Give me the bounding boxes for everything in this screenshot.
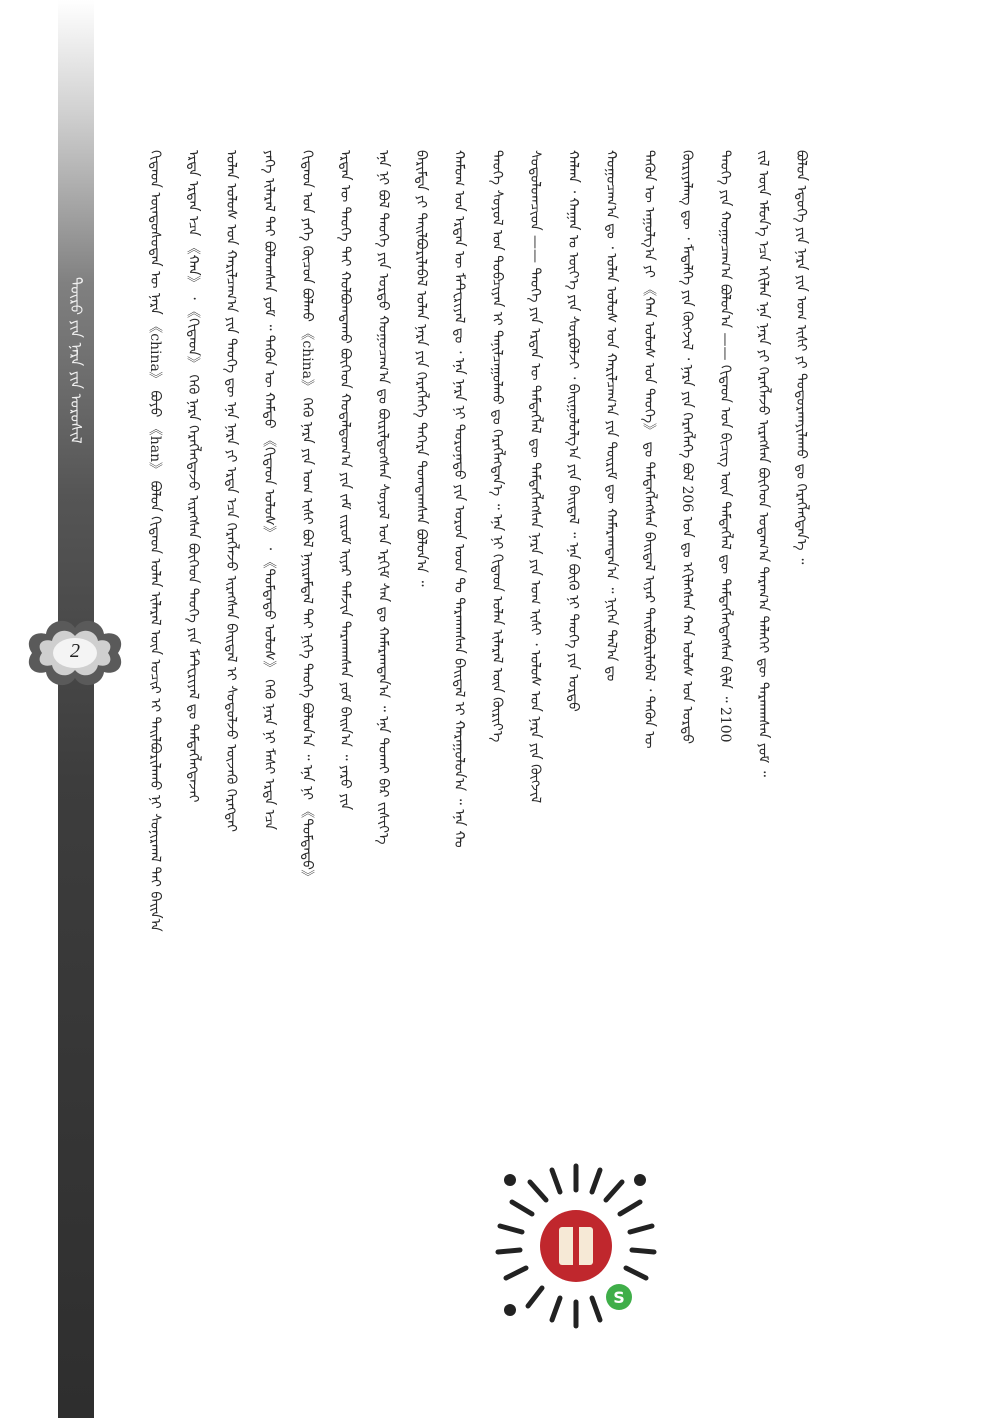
text-column: ᠲᠡᠭᠦᠨ ᠦ ᠠᠭᠤᠯᠭ᠎ᠠ ᠶᠢ 《ᠬᠠᠨ ᠤᠯᠤᠰ ᠤᠨ ᠲᠡᠦᠬᠡ》 ᠳᠤ ᠲᠡᠮᠳᠡᠭᠯᠡᠭᠰᠡᠨ ᠪᠠᠢᠳᠠᠯ ᠢᠶᠠᠷ ᠲᠠᠢᠯᠪᠤᠷᠢᠯᠠᠪᠠᠯ ᠂ ᠲᠡᠭᠦᠨ ᠦ <box>641 150 657 749</box>
text-column: ᠬᠢᠲᠠᠳ ᠤᠨ ᠶᠡᠬᠡ ᠬᠦᠴᠦᠨ ᠪᠣᠯᠬᠤ 《china》 ᠭᠡᠬᠦ ᠨᠡᠷᠡ ᠶᠢᠨ ᠤᠭ ᠢᠰᠢ ᠪᠣᠯ ᠨᠠᠶᠢᠷᠠᠮᠳᠠᠯ ᠲᠠᠢ ᠨᠢᠭᠡ ᠲᠡᠦᠬᠡ ᠪᠣᠯᠤᠨ᠎ᠠ ᠃ ᠡᠨᠡ ᠨᠢ 《ᠳᠤᠮᠳᠠᠳᠤ》 <box>299 150 315 884</box>
text-column: ᠬᠠᠯᠬᠠ ᠂ ᠬᠠᠭᠠᠨ ᠤ ᠦᠶ᠎ᠡ ᠶᠢᠨ ᠰᠤᠷᠪᠤᠯᠵᠢ ᠂ ᠪᠠᠢᠭᠤᠯᠤᠯᠭ᠎ᠠ ᠶᠢᠨ ᠪᠠᠢᠳᠠᠯ ᠃ ᠡᠨᠡ ᠪᠦᠬᠦ ᠨᠢ ᠲᠡᠦᠬᠡ ᠶᠢᠨ ᠤᠷᠲᠤ <box>565 150 581 712</box>
text-column: ᠡᠷᠲᠡᠨ ᠦ ᠲᠡᠦᠬᠡ ᠲᠡᠢ ᠬᠣᠯᠪᠣᠭᠳᠠᠬᠤ ᠪᠥᠭᠡᠳ ᠬᠤᠳᠠᠯᠳᠤᠭ᠎ᠠ ᠶᠢᠨ ᠵᠠᠮ ᠵᠢᠷᠤᠮ ᠢᠶᠠᠷ ᠳᠠᠮᠵᠢᠨ ᠲᠠᠷᠬᠠᠭᠰᠠᠨ ᠶᠤᠮ ᠪᠠᠢᠨ᠎ᠠ ᠃ ᠶᠡᠷᠦ ᠶᠢᠨ <box>337 150 353 811</box>
text-column: ᠬᠤᠭᠤᠴᠠᠭ᠎ᠠ ᠳᠤ ᠂ ᠣᠯᠠᠨ ᠤᠯᠤᠰ ᠤᠨ ᠬᠠᠷᠢᠯᠴᠠᠭ᠎ᠠ ᠶᠢᠨ ᠳᠦᠷᠢᠮ ᠳᠦ ᠬᠠᠮᠠᠷᠠᠭᠳᠠᠨ᠎ᠠ ᠃ ᠨᠢᠭᠡᠨ ᠲᠠᠯ᠎ᠠ ᠳᠤ <box>603 150 619 682</box>
text-column: ᠶᠡᠬᠡ ᠢᠯᠡᠷᠡᠯ ᠲᠡᠢ ᠪᠣᠯᠤᠭᠰᠠᠨ ᠶᠤᠮ ᠃ ᠲᠡᠭᠦᠨ ᠦ ᠬᠠᠮᠲᠤ 《ᠬᠢᠲᠠᠳ ᠤᠯᠤᠰ》 ᠂ 《ᠳᠤᠮᠳᠠᠳᠤ ᠤᠯᠤᠰ》 ᠭᠡᠬᠦ ᠨᠡᠷᠡ ᠨᠢ ᠮᠠᠰᠢ ᠡᠷᠲᠡ ᠡᠴᠡ <box>261 150 277 830</box>
page-number-badge <box>20 612 130 694</box>
text-column: ᠬᠠᠮᠤᠭ ᠤᠨ ᠡᠷᠲᠡᠨ ᠦ ᠮᠠᠲᠧᠷᠢᠶᠠᠯ ᠳᠤ ᠂ ᠡᠨᠡ ᠨᠡᠷᠡ ᠨᠢ ᠳᠣᠷᠤᠨᠠᠳᠤ ᠶᠢᠨ ᠣᠷᠣᠨ ᠤᠳ ᠲᠤ ᠲᠠᠷᠬᠠᠭᠰᠠᠨ ᠪᠠᠢᠳᠠᠯ ᠢ ᠬᠠᠷᠠᠭᠤᠯᠤᠨ᠎ᠠ ᠃ ᠡᠨᠡ ᠬᠤ <box>451 150 467 848</box>
text-column: ᠰᠤᠳᠤᠯᠤᠭᠴᠢᠳ —— ᠲᠡᠦᠬᠡ ᠶᠢᠨ ᠡᠷᠲᠡᠨ ᠦ ᠲᠡᠮᠳᠡᠭᠯᠡᠯ ᠳᠦ ᠲᠡᠮᠳᠡᠭᠯᠡᠭᠰᠡᠨ ᠨᠡᠷᠡ ᠶᠢᠨ ᠤᠭ ᠢᠰᠢ ᠂ ᠤᠯᠤᠰ ᠤᠨ ᠨᠡᠷᠡ ᠶᠢᠨ ᠬᠥᠭᠵᠢᠯ <box>527 150 543 804</box>
text-column: ᠲᠡᠦᠬᠡ ᠰᠣᠶᠣᠯ ᠤᠨ ᠲᠣᠪᠴᠢᠶᠠᠨ ᠢ ᠲᠠᠨᠢᠯᠴᠠᠭᠤᠯᠬᠤ ᠳᠤ ᠬᠡᠷᠡᠭᠯᠡᠭᠳᠡᠨ᠎ᠡ ᠃ ᠡᠨᠡ ᠨᠢ ᠬᠢᠲᠠᠳ ᠣᠯᠠᠨ ᠢᠯᠡᠷᠡᠯ ᠦᠨ ᠬᠦᠷᠢᠶ᠎ᠡ <box>489 150 505 743</box>
running-header-title: ᠲᠦᠷᠦ ᠶᠢᠨ ᠨᠡᠷᠡ ᠶᠢᠨ ᠣᠷᠣᠰᠢᠯ <box>67 276 85 444</box>
text-column: ᠬᠦᠷᠢᠶᠡᠯᠡᠩ ᠳᠦ ᠂ ᠮᠡᠳᠡᠯᠭᠡ ᠶᠢᠨ ᠬᠥᠭᠵᠢᠯ ᠂ ᠨᠡᠷᠡ ᠶᠢᠨ ᠬᠡᠷᠡᠭᠯᠡᠭᠡ ᠪᠣᠯ 206 ᠣᠨ ᠳᠤ ᠡᠬᠢᠯᠡᠭᠰᠡᠨ ᠬᠠᠨ ᠤᠯᠤᠰ ᠤᠨ ᠤᠷᠲᠤ <box>679 150 695 744</box>
text-column: ᠪᠣᠯᠤᠨ ᠡᠳᠦᠭᠡ ᠶᠢᠨ ᠨᠡᠷᠡ ᠶᠢᠨ ᠤᠭ ᠢᠰᠢ ᠶᠢ ᠲᠣᠳᠣᠷᠬᠠᠶᠢᠯᠠᠬᠤ ᠳᠤ ᠬᠡᠷᠡᠭᠯᠡᠭᠳᠡᠨ᠎ᠡ ᠃ <box>793 150 809 565</box>
running-header <box>58 150 94 570</box>
text-column: ᠲᠡᠦᠬᠡ ᠶᠢᠨ ᠬᠤᠭᠤᠴᠠᠭ᠎ᠠ ᠪᠣᠯᠤᠨ᠎ᠠ —— ᠬᠢᠲᠠᠳ ᠤᠨ ᠪᠢᠴᠢᠭ᠌ ᠦᠨ ᠲᠡᠮᠳᠡᠭᠯᠡᠯ ᠳᠦ ᠲᠡᠮᠳᠡᠭᠯᠡᠭᠳᠡᠭᠰᠡᠨ ᠪᠢᠯᠡ ᠃ 2100 <box>717 150 733 743</box>
mini-program-icon: S <box>606 1284 632 1310</box>
text-column: ᠣᠯᠠᠨ ᠤᠯᠤᠰ ᠤᠨ ᠬᠠᠷᠢᠯᠴᠠᠭ᠎ᠠ ᠶᠢᠨ ᠲᠡᠦᠬᠡ ᠳᠦ ᠡᠨᠡ ᠨᠡᠷᠡ ᠶᠢ ᠡᠷᠲᠡ ᠡᠴᠡ ᠬᠡᠷᠡᠭᠯᠡᠵᠦ ᠢᠷᠡᠭᠰᠡᠨ ᠪᠠᠢᠳᠠᠯ ᠢ ᠰᠤᠳᠤᠯᠵᠤ ᠦᠵᠡᠬᠦ ᠬᠡᠷᠡᠭᠲᠡᠢ <box>223 150 239 833</box>
book-icon <box>559 1227 593 1265</box>
qr-center-logo <box>540 1210 612 1282</box>
text-column: ᠪᠠᠷᠢᠮᠲᠠ ᠶᠢ ᠲᠠᠢᠯᠪᠤᠷᠢᠯᠠᠪᠠᠯ ᠣᠯᠠᠨ ᠨᠡᠷᠡ ᠶᠢᠨ ᠬᠡᠷᠡᠭᠯᠡᠭᠡ ᠳᠡᠭᠡᠷᠡ ᠲᠣᠭᠲᠠᠭᠰᠠᠨ ᠪᠣᠯᠤᠨ᠎ᠠ ᠃ <box>413 150 429 587</box>
qr-code[interactable] <box>490 1160 662 1332</box>
page-number: 2 <box>70 640 80 662</box>
text-column: ᠡᠷᠲᠡ ᠡᠷᠲᠡᠨ ᠡᠴᠡ 《ᠬᠠᠨ》 ᠂ 《ᠬᠢᠲᠠᠳ》 ᠭᠡᠬᠦ ᠨᠡᠷᠡ ᠬᠡᠷᠡᠭᠯᠡᠭᠳᠡᠵᠦ ᠢᠷᠡᠭᠰᠡᠨ ᠪᠥᠭᠡᠳ ᠲᠡᠦᠬᠡ ᠶᠢᠨ ᠮᠠᠲᠧᠷᠢᠶᠠᠯ ᠳᠤ ᠲᠡᠮᠳᠡᠭᠯᠡᠭᠳᠡᠵᠡᠢ <box>185 150 201 803</box>
text-column: ᠡᠨᠡ ᠨᠢ ᠪᠣᠯ ᠲᠡᠦᠬᠡ ᠶᠢᠨ ᠤᠷᠲᠤ ᠬᠤᠭᠤᠴᠠᠭ᠎ᠠ ᠳᠤ ᠪᠦᠷᠢᠯᠳᠦᠭᠰᠡᠨ ᠰᠣᠶᠣᠯ ᠤᠨ ᠡᠷᠬᠢᠮ ᠰᠠᠨ ᠳᠤ ᠬᠠᠮᠠᠷᠠᠭᠳᠠᠨ᠎ᠠ ᠃ ᠡᠨᠡ ᠲᠤᠬᠠᠢ ᠪᠠᠷ ᠵᠢᠱᠢᠶ᠎ᠡ <box>375 150 391 845</box>
text-column: ᠬᠢᠲᠠᠳ ᠦᠨᠳᠦᠰᠦᠲᠡᠨ ᠦ ᠨᠡᠷᠡ 《china》 ᠪᠤᠶᠤ 《han》 ᠪᠣᠯᠣᠨ ᠬᠢᠲᠠᠳ ᠣᠯᠠᠨ ᠢᠯᠡᠷᠡᠯ ᠦᠨ ᠤᠴᠢᠷ ᠢ ᠲᠠᠢᠯᠪᠤᠷᠢᠯᠠᠬᠤ ᠨᠢ ᠰᠣᠨᠢᠷᠬᠠᠯ ᠲᠠᠢ ᠪᠠᠢᠨ᠎ᠠ <box>147 150 163 932</box>
text-column: ᠵᠢᠯ ᠦᠨ ᠡᠮᠦᠨ᠎ᠡ ᠡᠴᠡ ᠡᠬᠢᠯᠡᠨ ᠡᠨᠡ ᠨᠡᠷᠡ ᠶᠢ ᠬᠡᠷᠡᠭᠯᠡᠵᠦ ᠢᠷᠡᠭᠰᠡᠨ ᠪᠥᠭᠡᠳ ᠤᠳᠠᠭ᠎ᠠ ᠳᠠᠷᠠᠭ᠎ᠠ ᠳᠡᠯᠡᠭᠡᠢ ᠳᠦ ᠲᠠᠷᠬᠠᠭᠰᠠᠨ ᠶᠤᠮ ᠃ <box>755 150 771 777</box>
